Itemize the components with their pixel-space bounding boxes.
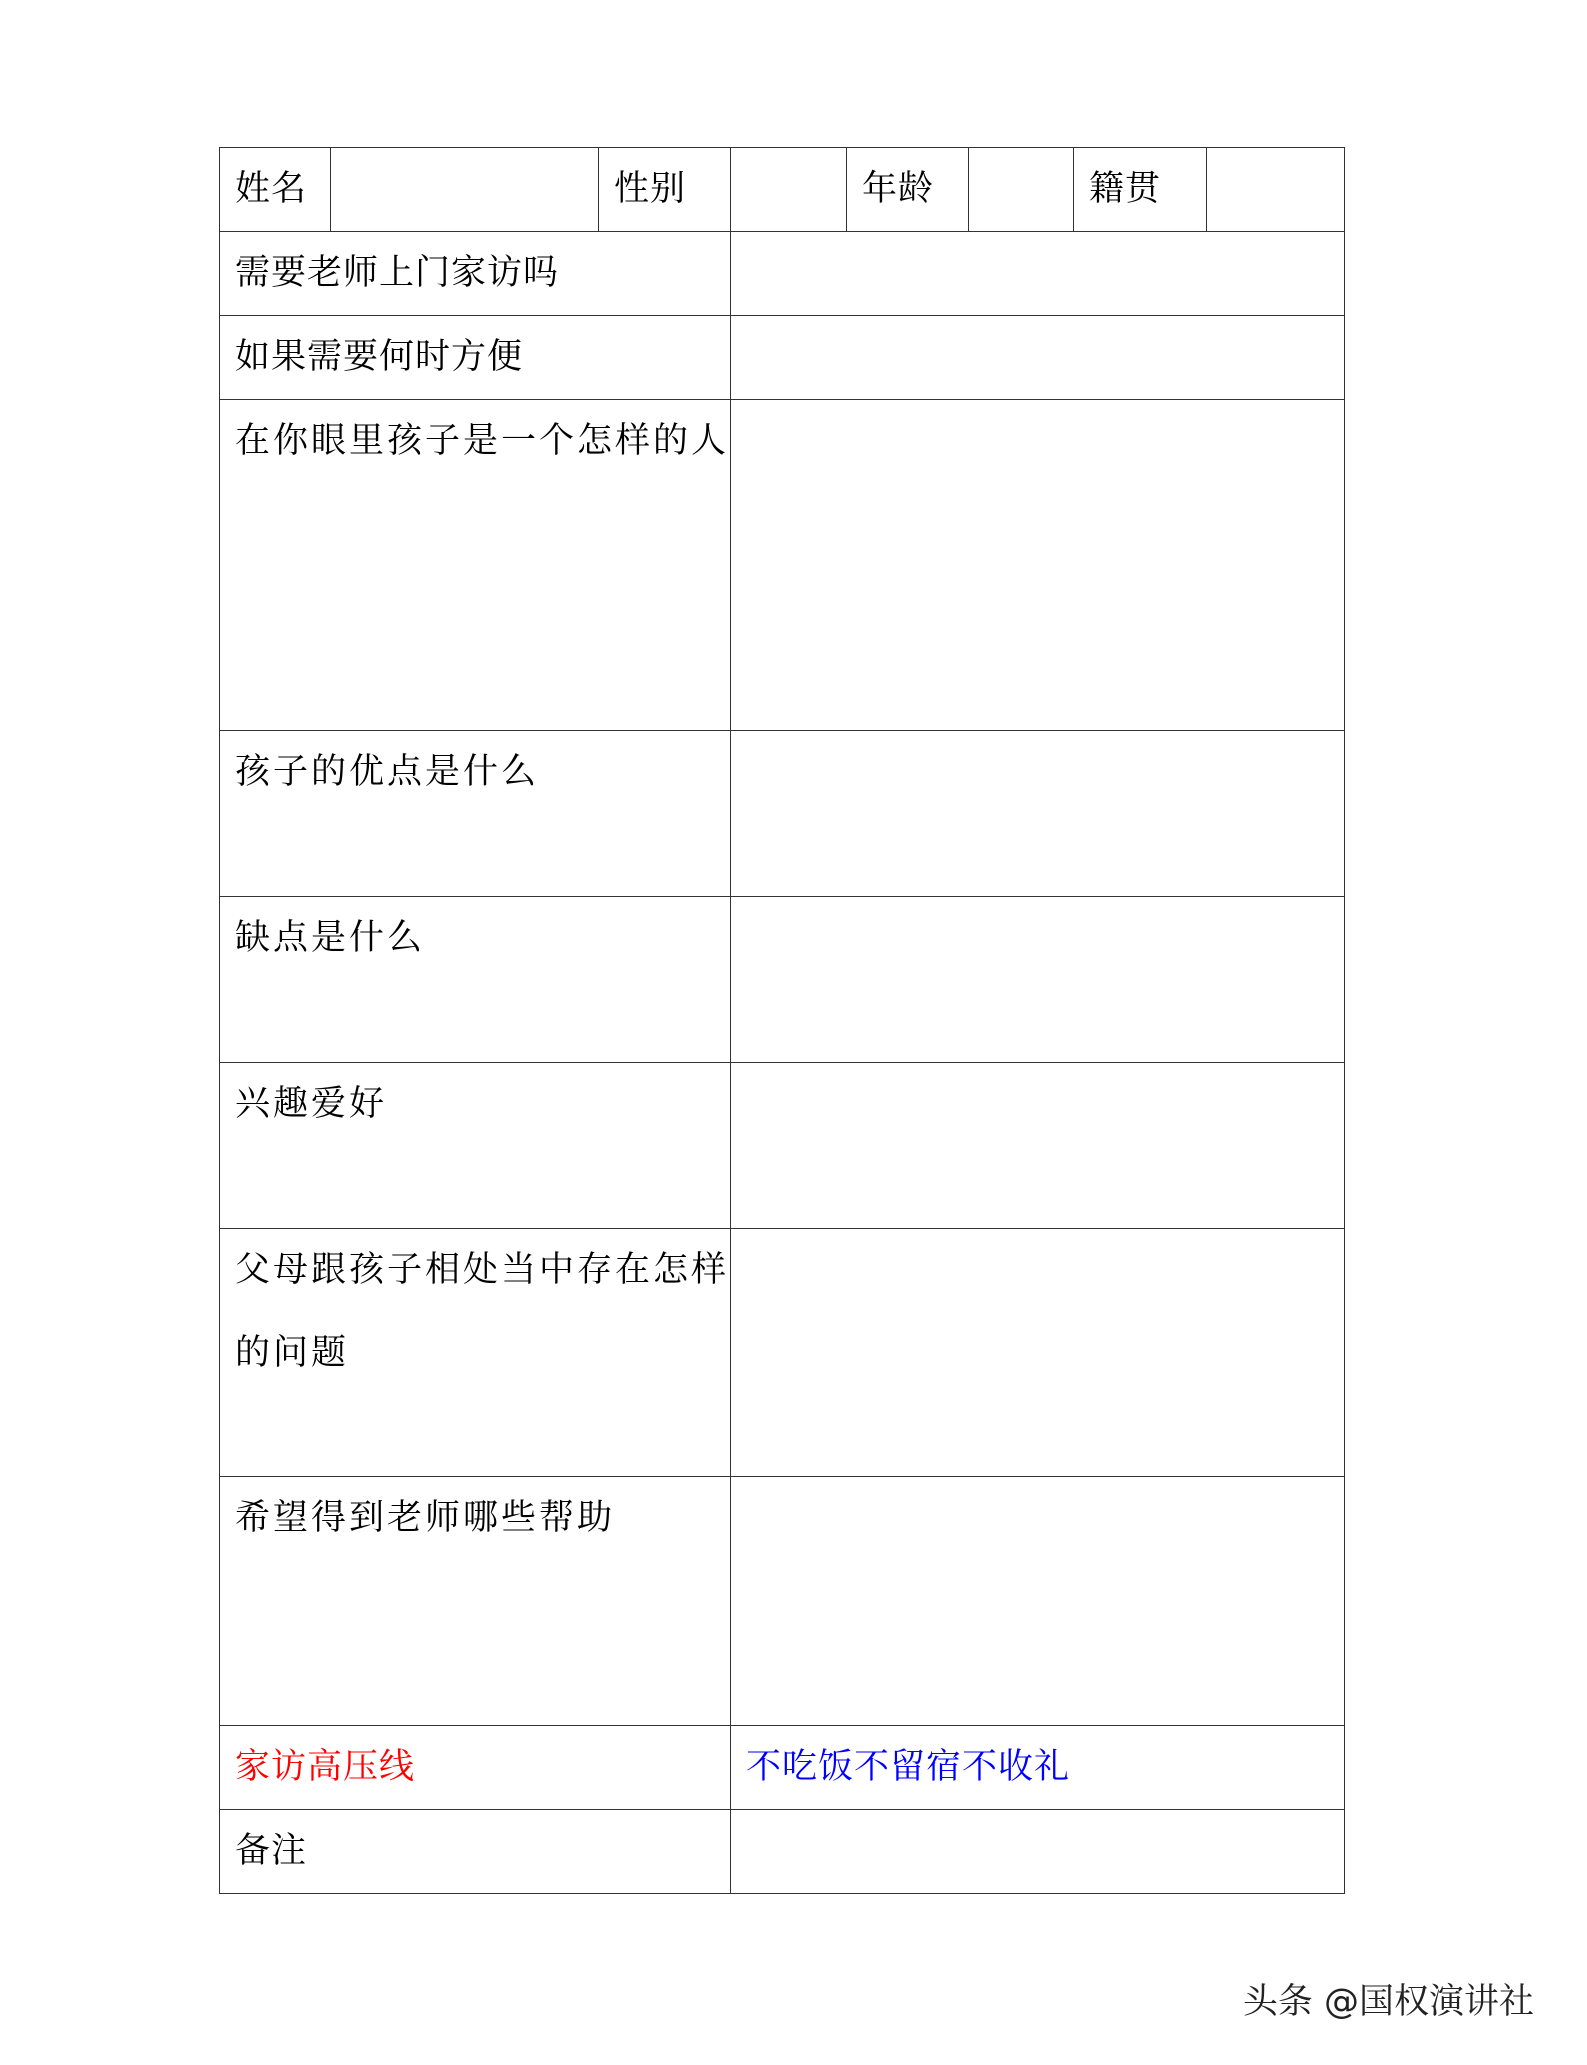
- age-field[interactable]: [969, 148, 1074, 232]
- age-label: 年龄: [847, 148, 969, 232]
- home-visit-needed-label: 需要老师上门家访吗: [220, 232, 731, 316]
- remarks-row: [220, 1810, 1345, 1894]
- child-description-label: 在你眼里孩子是一个怎样的人: [220, 400, 731, 731]
- child-weaknesses-label: 缺点是什么: [220, 897, 731, 1063]
- hometown-field[interactable]: [1207, 148, 1345, 232]
- remarks-field[interactable]: [731, 1810, 1345, 1894]
- gender-label: 性别: [599, 148, 731, 232]
- child-weaknesses-field[interactable]: [731, 897, 1345, 1063]
- parent-child-issues-field[interactable]: [731, 1229, 1345, 1477]
- child-description-field[interactable]: [731, 400, 1345, 731]
- help-wanted-row: [220, 1477, 1345, 1726]
- hobbies-row: [220, 1063, 1345, 1229]
- child-weaknesses-row: [220, 897, 1345, 1063]
- parent-child-issues-label: 父母跟孩子相处当中存在怎样的问题: [220, 1229, 731, 1477]
- parent-child-issues-row: [220, 1229, 1345, 1477]
- convenient-time-row: [220, 316, 1345, 400]
- help-wanted-label: 希望得到老师哪些帮助: [220, 1477, 731, 1726]
- help-wanted-field[interactable]: [731, 1477, 1345, 1726]
- hotline-label: 家访高压线: [220, 1726, 731, 1810]
- child-strengths-field[interactable]: [731, 731, 1345, 897]
- home-visit-needed-row: [220, 232, 1345, 316]
- name-field[interactable]: [331, 148, 599, 232]
- header-row: [220, 148, 1345, 232]
- remarks-label: 备注: [220, 1810, 731, 1894]
- child-strengths-label: 孩子的优点是什么: [220, 731, 731, 897]
- hobbies-label: 兴趣爱好: [220, 1063, 731, 1229]
- hotline-value: 不吃饭不留宿不收礼: [731, 1726, 1345, 1810]
- gender-field[interactable]: [731, 148, 847, 232]
- hobbies-field[interactable]: [731, 1063, 1345, 1229]
- convenient-time-label: 如果需要何时方便: [220, 316, 731, 400]
- home-visit-needed-field[interactable]: [731, 232, 1345, 316]
- home-visit-form-table: [219, 147, 1345, 1894]
- name-label: 姓名: [220, 148, 331, 232]
- hotline-row: [220, 1726, 1345, 1810]
- convenient-time-field[interactable]: [731, 316, 1345, 400]
- watermark: 头条 @国权演讲社: [1242, 1982, 1534, 2022]
- hometown-label: 籍贯: [1074, 148, 1207, 232]
- child-description-row: [220, 400, 1345, 731]
- child-strengths-row: [220, 731, 1345, 897]
